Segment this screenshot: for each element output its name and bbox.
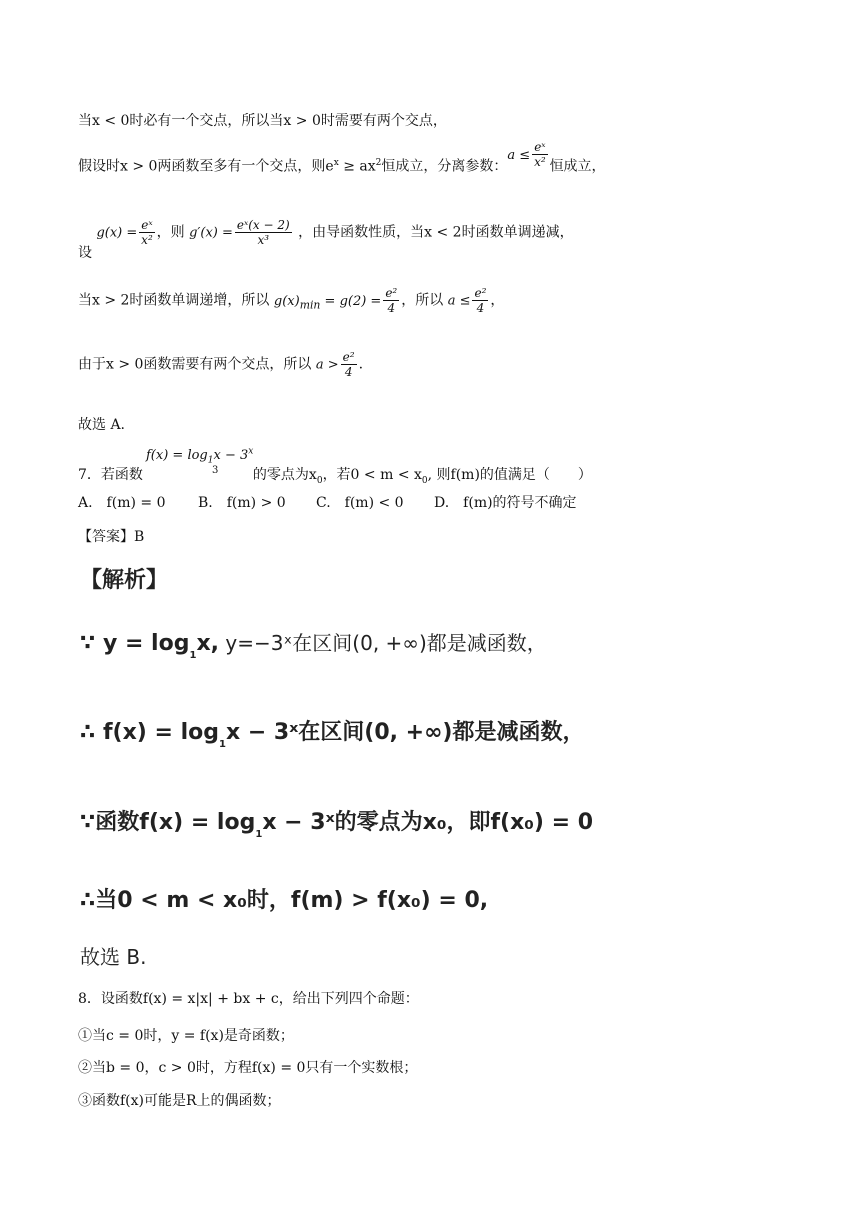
gmin: $g(x)_{min} = g(2)$ = [273,293,382,312]
analysis-line-1: ∵ $y = \log_1x$, y=−3ˣ在区间(0, +∞)都是减函数， [80,631,547,661]
option-d: D. f(m)的符号不确定 [434,495,577,511]
q7-formula: $f(x) = \log_1x - 3^x$ [146,447,254,466]
solution-line-4 [78,286,504,315]
line5-end: . [358,356,364,373]
q7-stem: 7．若函数 的零点为$x_0$，若$0 < m < x_0$, 则f(m)的值满足（ ） [78,467,592,486]
line5-a: a > [315,357,339,373]
exp-x: x [333,157,339,168]
line2-mid: 恒成立，分离参数： [381,158,508,175]
line2-post: 恒成立， [549,158,606,175]
line4-pre: 当x > 2时函数单调递增，所以 [78,292,270,309]
line3-then: ，则 [156,224,185,241]
solution-line-1: 当x < 0时必有一个交点，所以当x > 0时需要有两个交点， [78,113,447,129]
q8-item-1: ①当c = 0时，y = f(x)是奇函数； [78,1028,294,1044]
q8-item-3: ③函数f(x)可能是R上的偶函数； [78,1093,281,1109]
q8-stem: 8．设函数f(x) = x|x| + bx + c，给出下列四个命题： [78,991,419,1007]
analysis-heading: 【解析】 [80,568,169,593]
q7-options [78,494,577,512]
line4-end: ， [490,292,505,309]
g-def: g(x) = [96,225,138,241]
option-b: B. f(m) > 0 [198,495,286,511]
a-le: a ≤ [507,147,531,163]
solution-line-5 [78,350,363,379]
line4-mid: ，所以 [401,292,444,309]
analysis-line-4: ∴当0 < m < x₀时，f(m) > f(x₀) = 0, [80,888,489,913]
fraction-e2-4: $\frac{\text{e²}}{4}$ [385,286,398,315]
fraction-e2-4b: $\frac{\text{e²}}{4}$ [474,286,487,315]
q7-answer: 【答案】B [78,529,145,545]
q8-item-2: ②当b = 0，c > 0时，方程f(x) = 0只有一个实数根； [78,1060,418,1076]
q7-log-base: 3 [212,465,219,476]
solution-line-2 [78,140,606,181]
option-a: A. f(m) = 0 [78,495,166,511]
line4-a: a ≤ [447,293,471,309]
solution-line-3 [78,218,574,261]
option-c: C. f(m) < 0 [316,495,404,511]
gprime-def: g′(x) = [189,225,233,241]
line2-ineq: ≥ ax [338,158,376,175]
fraction-gprime: $\frac{\text{eˣ(x − 2)}}{\text{x³}}$ [236,218,290,247]
fraction-ex-over-x2: $\frac{\text{eˣ}}{\text{x²}}$ [534,140,546,169]
line3-post: ，由导函数性质，当x < 2时函数单调递减， [298,224,574,241]
fraction-e2-4c: $\frac{\text{e²}}{4}$ [342,350,355,379]
analysis-line-3: ∵函数$f(x) = \log_1x$ − 3ˣ的零点为x₀，即f(x₀) = 0 [80,810,594,840]
line3-pre: 设 [78,244,92,261]
solution-line-6: 故选 A. [78,417,126,433]
exp-2: 2 [375,157,382,168]
fraction-g: $\frac{\text{eˣ}}{\text{x²}}$ [141,218,153,247]
line2-text: 假设时x > 0两函数至多有一个交点，则e [78,158,334,175]
analysis-line-5: 故选 B. [80,945,147,969]
line5-pre: 由于x > 0函数需要有两个交点，所以 [78,356,312,373]
analysis-line-2: ∴ $f(x) = \log_1x$ − 3ˣ在区间(0, +∞)都是减函数， [80,720,585,750]
